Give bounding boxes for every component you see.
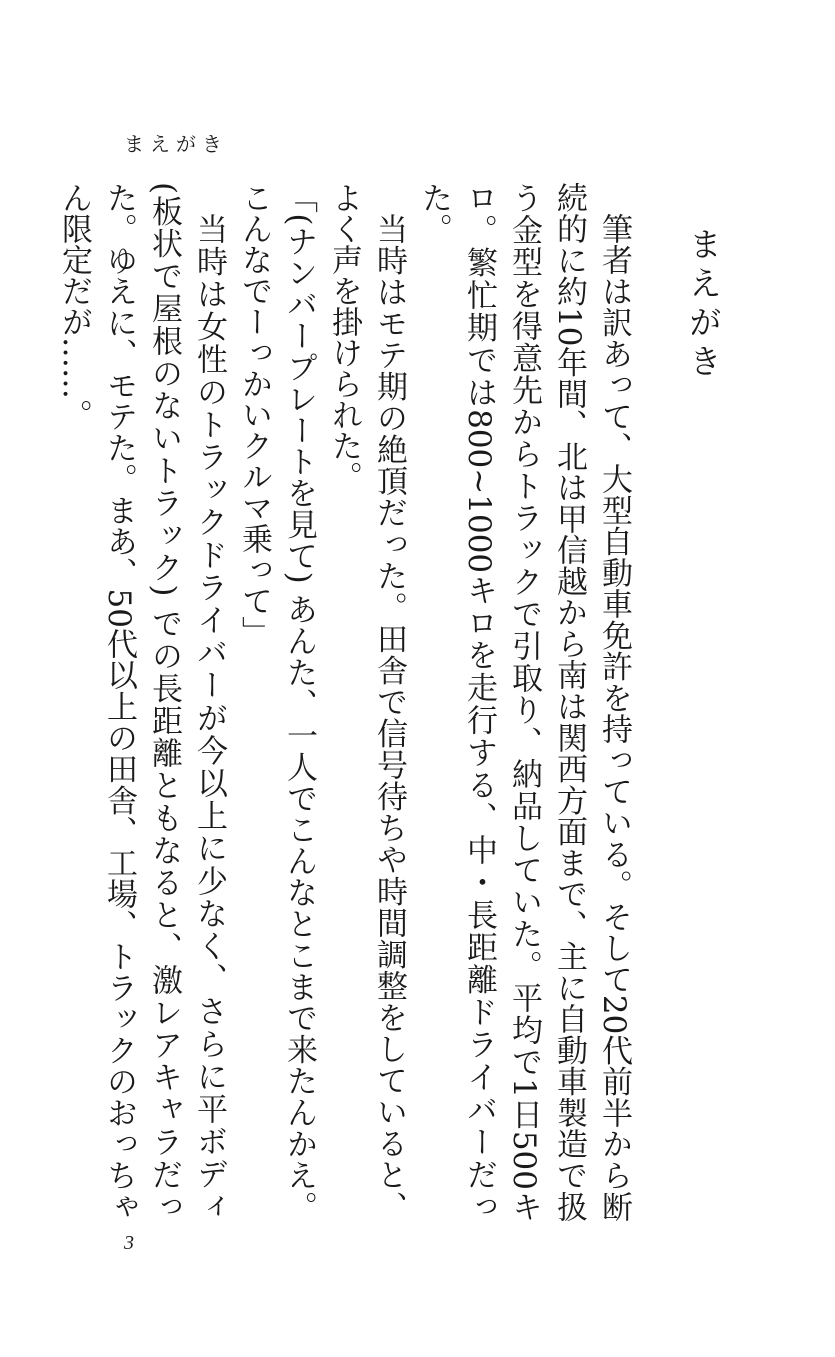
page-number: 3	[124, 1232, 134, 1254]
paragraph-4: 当時は女性のトラックドライバーが今以上に少なく、さらに平ボディ (板状で屋根のないトラック) での長距離ともなると、激レアキャラだった。ゆえに、モテた。まあ、50代以上の田舎、工場、トラックのおっちゃん限定だが……。	[56, 182, 227, 1222]
chapter-title: まえがき	[684, 227, 723, 383]
paragraph-1: 筆者は訳あって、大型自動車免許を持っている。そして20代前半から断続的に約10年間、北は甲信越から南は関西方面まで、主に自動車製造で扱う金型を得意先からトラックで引取り、納品していた。平均で1日500キロ。繁忙期では800~1000キロを走行する、中・長距離ドライバーだった。	[416, 182, 632, 1222]
paragraph-2: 当時はモテ期の絶頂だった。田舎で信号待ちや時間調整をしていると、よく声を掛けられた。	[326, 182, 407, 1222]
paragraph-quote: 「(ナンバープレートを見て) あんた、一人でこんなとこまで来たんかえ。こんなでーっかいクルマ乗って」	[236, 182, 317, 1222]
vertical-text-body	[56, 182, 726, 1222]
running-head: まえがき	[124, 132, 228, 156]
